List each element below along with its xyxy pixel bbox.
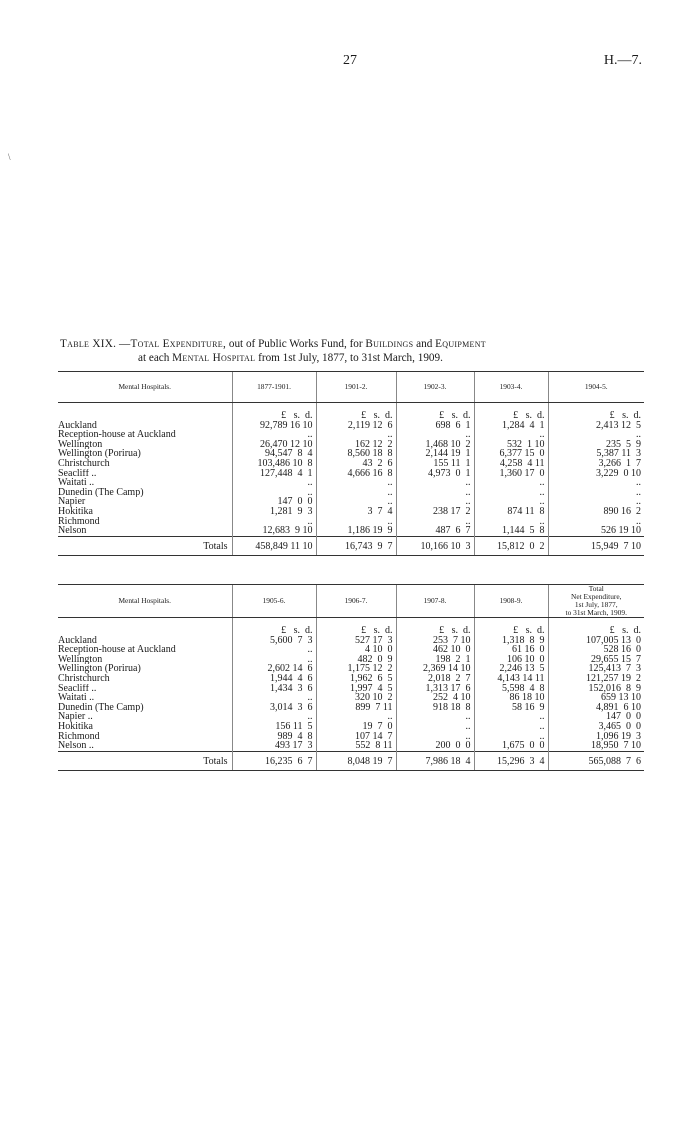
amount-cell: ..: [232, 478, 316, 488]
table-row: [58, 488, 644, 498]
amount-cell: 1,175 12 2: [316, 664, 396, 674]
amount-cell: 61 16 0: [474, 645, 548, 655]
total-amount-cell: 15,296 3 4: [474, 751, 548, 771]
amount-cell: 320 10 2: [316, 693, 396, 703]
amount-cell: 107,005 13 0: [548, 636, 644, 646]
amount-cell: 1,944 4 6: [232, 674, 316, 684]
amount-cell: 874 11 8: [474, 507, 548, 517]
amount-cell: 235 5 9: [548, 440, 644, 450]
units-cell: £ s. d.: [316, 618, 396, 636]
amount-cell: ..: [548, 517, 644, 527]
total-amount-cell: 16,743 9 7: [316, 536, 396, 556]
amount-cell: ..: [474, 722, 548, 732]
amount-cell: 238 17 2: [396, 507, 474, 517]
hospital-name: Waitati ..: [58, 693, 95, 703]
amount-cell: 1,360 17 0: [474, 469, 548, 479]
amount-cell: ..: [396, 517, 474, 527]
totals-row: [58, 751, 644, 771]
hospital-name: Reception-house at Auckland: [58, 430, 176, 440]
series-code: H.—7.: [603, 53, 642, 68]
amount-cell: 106 10 0: [474, 655, 548, 665]
table-row: [58, 732, 644, 742]
amount-cell: 147 0 0: [232, 497, 316, 507]
total-amount-cell: 15,812 0 2: [474, 536, 548, 556]
hospital-name: Christchurch: [58, 458, 110, 469]
table-row: [58, 507, 644, 517]
units-cell: £ s. d.: [232, 403, 316, 421]
table-row: [58, 478, 644, 488]
units-cell: £ s. d.: [474, 403, 548, 421]
amount-cell: 107 14 7: [316, 732, 396, 742]
amount-cell: 1,468 10 2: [396, 440, 474, 450]
amount-cell: 26,470 12 10: [232, 440, 316, 450]
caption-text: out of Public Works Fund, for: [228, 338, 363, 350]
amount-cell: 989 4 8: [232, 732, 316, 742]
column-header: 1901-2.: [316, 372, 396, 403]
amount-cell: ..: [474, 430, 548, 440]
amount-cell: 58 16 9: [474, 703, 548, 713]
amount-cell: ..: [396, 488, 474, 498]
amount-cell: 29,655 15 7: [548, 655, 644, 665]
amount-cell: ..: [232, 693, 316, 703]
amount-cell: 147 0 0: [548, 712, 644, 722]
amount-cell: 890 16 2: [548, 507, 644, 517]
column-header: 1904-5.: [548, 372, 644, 403]
amount-cell: 2,413 12 5: [548, 421, 644, 431]
amount-cell: 462 10 0: [396, 645, 474, 655]
hospital-column-header: Mental Hospitals.: [58, 372, 232, 403]
amount-cell: 493 17 3: [232, 741, 316, 751]
amount-cell: ..: [316, 430, 396, 440]
amount-cell: ..: [396, 430, 474, 440]
amount-cell: ..: [316, 712, 396, 722]
hospital-name: Wellington: [58, 439, 103, 450]
amount-cell: 127,448 4 1: [232, 469, 316, 479]
table-body: [58, 403, 644, 556]
amount-cell: ..: [232, 712, 316, 722]
amount-cell: 2,018 2 7: [396, 674, 474, 684]
amount-cell: 487 6 7: [396, 526, 474, 536]
hospital-name: Seacliff ..: [58, 683, 97, 694]
amount-cell: 200 0 0: [396, 741, 474, 751]
hospital-name: Wellington: [58, 654, 103, 665]
hospital-name: Dunedin (The Camp): [58, 702, 144, 713]
caption-table-number: Table XIX.: [60, 338, 117, 350]
amount-cell: 1,144 5 8: [474, 526, 548, 536]
amount-cell: ..: [474, 712, 548, 722]
amount-cell: 4,891 6 10: [548, 703, 644, 713]
units-cell: £ s. d.: [396, 618, 474, 636]
amount-cell: ..: [232, 655, 316, 665]
table-row: [58, 526, 644, 536]
units-cell: £ s. d.: [474, 618, 548, 636]
amount-cell: 86 18 10: [474, 693, 548, 703]
amount-cell: 1,313 17 6: [396, 684, 474, 694]
expenditure-table-1905-1909: [58, 584, 644, 771]
hospital-name: Waitati ..: [58, 478, 95, 488]
column-header: 1877-1901.: [232, 372, 316, 403]
column-header: 1906-7.: [316, 585, 396, 618]
amount-cell: ..: [548, 488, 644, 498]
amount-cell: 18,950 7 10: [548, 741, 644, 751]
amount-cell: ..: [396, 497, 474, 507]
units-row: [58, 403, 644, 421]
table-row: [58, 645, 644, 655]
amount-cell: 125,413 7 3: [548, 664, 644, 674]
caption-title: —Total Expenditure,: [119, 338, 227, 350]
amount-cell: 552 8 11: [316, 741, 396, 751]
hospital-name: Seacliff ..: [58, 468, 97, 479]
hospital-name: Wellington (Porirua): [58, 664, 141, 674]
amount-cell: 156 11 5: [232, 722, 316, 732]
units-cell: £ s. d.: [548, 618, 644, 636]
table-row: [58, 469, 644, 479]
amount-cell: ..: [232, 488, 316, 498]
amount-cell: 1,997 4 5: [316, 684, 396, 694]
amount-cell: 4 10 0: [316, 645, 396, 655]
amount-cell: 3,266 1 7: [548, 459, 644, 469]
amount-cell: 899 7 11: [316, 703, 396, 713]
amount-cell: 92,789 16 10: [232, 421, 316, 431]
amount-cell: ..: [474, 478, 548, 488]
amount-cell: 3,014 3 6: [232, 703, 316, 713]
table-row: [58, 693, 644, 703]
stray-mark: \: [8, 152, 11, 162]
caption-buildings: Buildings: [365, 338, 414, 350]
amount-cell: 1,284 4 1: [474, 421, 548, 431]
total-header-line: to 31st March, 1909.: [565, 608, 627, 617]
table-caption: [60, 337, 640, 365]
amount-cell: 2,246 13 5: [474, 664, 548, 674]
total-header-line: Total: [588, 584, 604, 593]
total-header-line: 1st July, 1877,: [574, 600, 618, 609]
total-header-line: Net Expenditure,: [571, 592, 622, 601]
amount-cell: 5,600 7 3: [232, 636, 316, 646]
amount-cell: ..: [316, 497, 396, 507]
units-cell: £ s. d.: [396, 403, 474, 421]
amount-cell: 4,143 14 11: [474, 674, 548, 684]
hospital-name: Napier ..: [58, 712, 93, 722]
amount-cell: 527 17 3: [316, 636, 396, 646]
amount-cell: ..: [316, 517, 396, 527]
amount-cell: 526 19 10: [548, 526, 644, 536]
amount-cell: 94,547 8 4: [232, 449, 316, 459]
table-row: [58, 421, 644, 431]
caption-at-each: at each: [138, 352, 170, 364]
amount-cell: 121,257 19 2: [548, 674, 644, 684]
units-cell: £ s. d.: [232, 618, 316, 636]
units-cell: £ s. d.: [316, 403, 396, 421]
hospital-name: Nelson: [58, 526, 87, 537]
total-column-header: [548, 585, 644, 618]
table-header-row: [58, 585, 644, 618]
amount-cell: 3,229 0 10: [548, 469, 644, 479]
amount-cell: 252 4 10: [396, 693, 474, 703]
table-row: [58, 703, 644, 713]
totals-row: [58, 536, 644, 556]
page-number: 27: [343, 53, 357, 68]
caption-and: and: [416, 338, 433, 350]
amount-cell: 2,144 19 1: [396, 449, 474, 459]
amount-cell: 253 7 10: [396, 636, 474, 646]
hospital-name: Nelson ..: [58, 741, 94, 752]
amount-cell: ..: [396, 732, 474, 742]
table-row: [58, 449, 644, 459]
amount-cell: 1,434 3 6: [232, 684, 316, 694]
amount-cell: 4,258 4 11: [474, 459, 548, 469]
amount-cell: 1,096 19 3: [548, 732, 644, 742]
column-header: 1905-6.: [232, 585, 316, 618]
amount-cell: 3,465 0 0: [548, 722, 644, 732]
amount-cell: ..: [232, 645, 316, 655]
units-cell: £ s. d.: [548, 403, 644, 421]
amount-cell: ..: [316, 488, 396, 498]
total-amount-cell: 10,166 10 3: [396, 536, 474, 556]
table-row: [58, 636, 644, 646]
caption-period: from 1st July, 1877, to 31st March, 1909.: [258, 352, 443, 364]
hospital-name: Hokitika: [58, 721, 93, 732]
hospital-name: Auckland: [58, 635, 97, 646]
amount-cell: ..: [316, 478, 396, 488]
hospital-name: Napier: [58, 497, 86, 507]
amount-cell: 1,281 9 3: [232, 507, 316, 517]
amount-cell: ..: [396, 722, 474, 732]
table-row: [58, 497, 644, 507]
amount-cell: 19 7 0: [316, 722, 396, 732]
amount-cell: ..: [396, 712, 474, 722]
amount-cell: ..: [232, 517, 316, 527]
amount-cell: 6,377 15 0: [474, 449, 548, 459]
amount-cell: 198 2 1: [396, 655, 474, 665]
table-body: [58, 618, 644, 771]
total-amount-cell: 7,986 18 4: [396, 751, 474, 771]
amount-cell: ..: [232, 430, 316, 440]
table-row: [58, 741, 644, 751]
amount-cell: 4,973 0 1: [396, 469, 474, 479]
amount-cell: 2,602 14 6: [232, 664, 316, 674]
amount-cell: 2,119 12 6: [316, 421, 396, 431]
caption-mental-hospital: Mental Hospital: [172, 352, 256, 364]
amount-cell: 918 18 8: [396, 703, 474, 713]
table-header-row: [58, 372, 644, 403]
totals-label: Totals: [58, 536, 232, 556]
amount-cell: ..: [474, 488, 548, 498]
amount-cell: 482 0 9: [316, 655, 396, 665]
amount-cell: 1,962 6 5: [316, 674, 396, 684]
amount-cell: ..: [548, 497, 644, 507]
hospital-name: Richmond: [58, 516, 100, 527]
hospital-name: Richmond: [58, 731, 100, 742]
hospital-name: Auckland: [58, 420, 97, 431]
amount-cell: ..: [474, 732, 548, 742]
amount-cell: 528 16 0: [548, 645, 644, 655]
total-amount-cell: 458,849 11 10: [232, 536, 316, 556]
amount-cell: 4,666 16 8: [316, 469, 396, 479]
total-amount-cell: 16,235 6 7: [232, 751, 316, 771]
column-header: 1908-9.: [474, 585, 548, 618]
column-header: 1902-3.: [396, 372, 474, 403]
amount-cell: 8,560 18 8: [316, 449, 396, 459]
column-header: 1907-8.: [396, 585, 474, 618]
table-row: [58, 722, 644, 732]
caption-equipment: Equipment: [435, 338, 486, 350]
hospital-name: Hokitika: [58, 506, 93, 517]
amount-cell: 1,675 0 0: [474, 741, 548, 751]
amount-cell: 3 7 4: [316, 507, 396, 517]
amount-cell: 5,387 11 3: [548, 449, 644, 459]
column-header: 1903-4.: [474, 372, 548, 403]
amount-cell: 155 11 1: [396, 459, 474, 469]
amount-cell: 2,369 14 10: [396, 664, 474, 674]
hospital-name: Wellington (Porirua): [58, 449, 141, 459]
amount-cell: 659 13 10: [548, 693, 644, 703]
amount-cell: 103,486 10 8: [232, 459, 316, 469]
amount-cell: 1,318 8 9: [474, 636, 548, 646]
total-amount-cell: 8,048 19 7: [316, 751, 396, 771]
amount-cell: 12,683 9 10: [232, 526, 316, 536]
table-row: [58, 712, 644, 722]
table-row: [58, 430, 644, 440]
amount-cell: 1,186 19 9: [316, 526, 396, 536]
amount-cell: ..: [548, 478, 644, 488]
hospital-name: Christchurch: [58, 673, 110, 684]
amount-cell: 162 12 2: [316, 440, 396, 450]
amount-cell: ..: [474, 517, 548, 527]
hospital-name: Reception-house at Auckland: [58, 645, 176, 655]
totals-label: Totals: [58, 751, 232, 771]
amount-cell: 698 6 1: [396, 421, 474, 431]
amount-cell: 5,598 4 8: [474, 684, 548, 694]
expenditure-table-1877-1905: [58, 371, 644, 556]
hospital-column-header: Mental Hospitals.: [58, 585, 232, 618]
amount-cell: 43 2 6: [316, 459, 396, 469]
amount-cell: ..: [396, 478, 474, 488]
amount-cell: ..: [474, 497, 548, 507]
total-amount-cell: 565,088 7 6: [548, 751, 644, 771]
amount-cell: 152,016 8 9: [548, 684, 644, 694]
amount-cell: 532 1 10: [474, 440, 548, 450]
amount-cell: ..: [548, 430, 644, 440]
table-row: [58, 684, 644, 694]
total-amount-cell: 15,949 7 10: [548, 536, 644, 556]
hospital-name: Dunedin (The Camp): [58, 487, 144, 498]
units-row: [58, 618, 644, 636]
